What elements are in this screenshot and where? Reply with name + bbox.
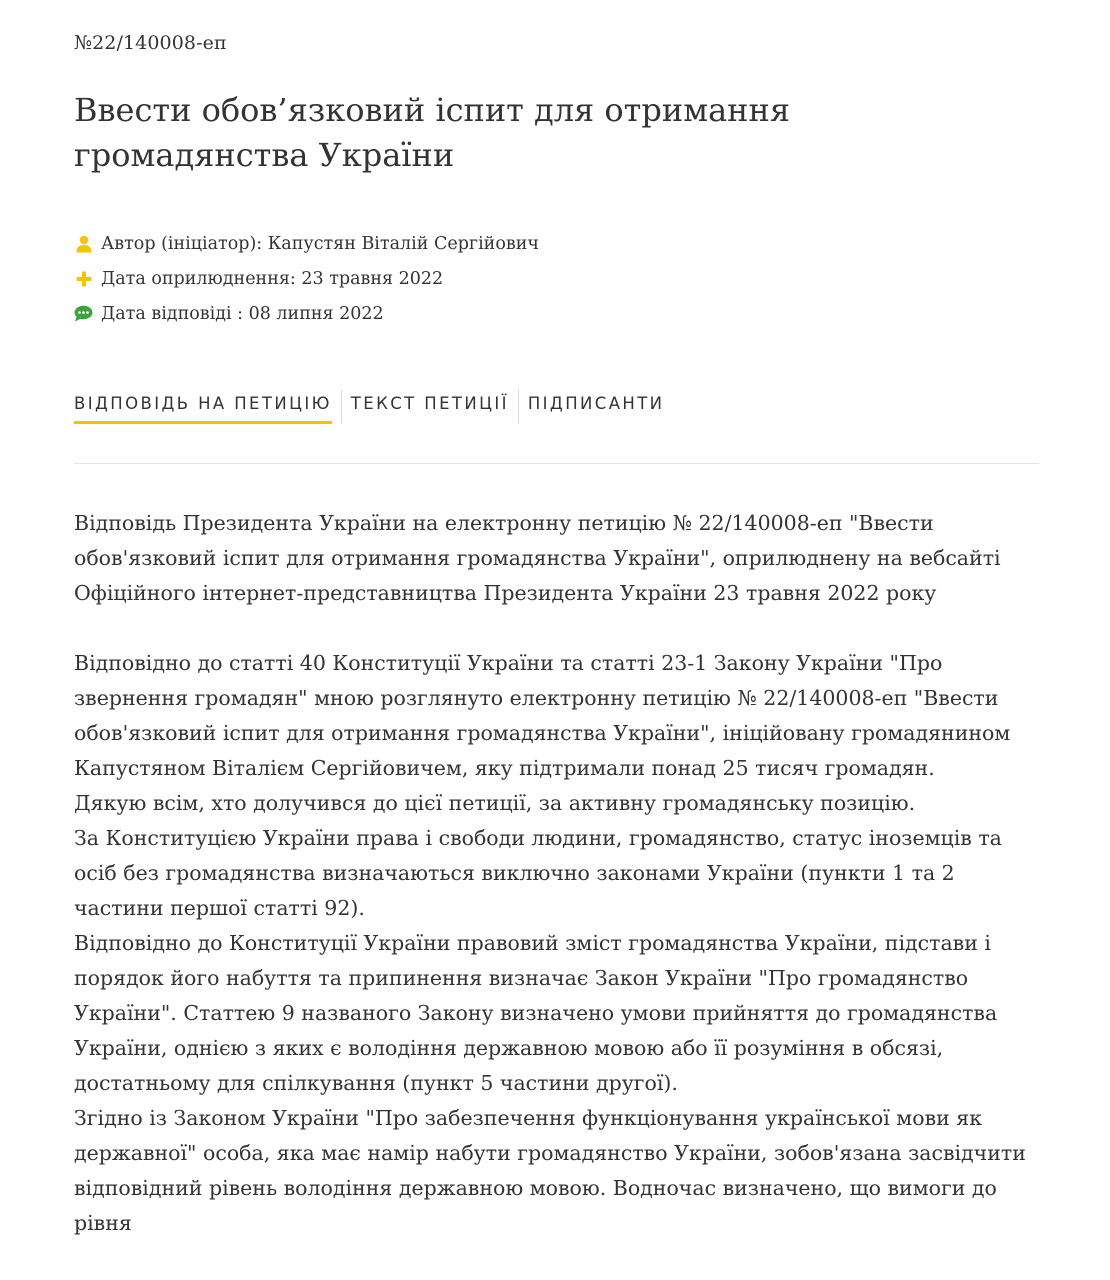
response-paragraph: Відповідно до Конституції України правовий зміст громадянства України, підстави і порядок його набуття та припинення визначає Закон України "Про громадянство України". Статтею 9 названого Закону визначено умови прийняття до громадянства України, однією з яких є володіння державною мовою або її розуміння в обсязі, достатньому для спілкування (пункт 5 частини другої). [74, 931, 998, 1095]
meta-published [74, 261, 539, 296]
response-intro: Відповідь Президента України на електронну петицію № 22/140008-еп "Ввести обов'язковий іспит для отримання громадянства України", оприлюднену на вебсайті Офіційного інтернет-представництва Президента України 23 травня 2022 року [74, 511, 1001, 605]
tab-petition-text[interactable]: ТЕКСТ ПЕТИЦІЇ [350, 394, 509, 413]
user-icon [74, 234, 93, 253]
response-content [74, 506, 1042, 1241]
response-paragraph: За Конституцією України права і свободи людини, громадянство, статус іноземців та осіб без громадянства визначаються виключно законами України (пункти 1 та 2 частини першої статті 92). [74, 826, 1002, 920]
petition-number: №22/140008-еп [74, 32, 227, 54]
meta-published-text: Дата оприлюднення: 23 травня 2022 [101, 268, 444, 289]
tab-separator [341, 390, 342, 424]
meta-author [74, 226, 539, 261]
page-title: Ввести обов’язковий іспит для отримання громадянства України [74, 91, 790, 174]
response-paragraph: Відповідно до статті 40 Конституції України та статті 23-1 Закону України "Про звернення громадян" мною розглянуто електронну петицію № 22/140008-еп "Ввести обов'язковий іспит для отримання громадянства України", ініційовану громадянином Капустяном Віталієм Сергійовичем, яку підтримали понад 25 тисяч громадян. [74, 651, 1011, 780]
meta-answered [74, 296, 539, 331]
meta-author-text: Автор (ініціатор): Капустян Віталій Сергійович [101, 233, 539, 254]
plus-icon [74, 269, 93, 288]
meta-answered-text: Дата відповіді : 08 липня 2022 [101, 303, 384, 324]
response-paragraph: Згідно із Законом України "Про забезпечення функціонування української мови як державної" особа, яка має намір набути громадянство України, зобов'язана засвідчити відповідний рівень володіння державною мовою. Водночас визначено, що вимоги до рівня [74, 1106, 1026, 1235]
petition-tabs [74, 394, 664, 424]
tab-signers[interactable]: ПІДПИСАНТИ [527, 394, 665, 413]
petition-meta [74, 226, 539, 331]
comment-icon [74, 304, 93, 323]
tab-separator [518, 390, 519, 424]
tab-response[interactable]: ВІДПОВІДЬ НА ПЕТИЦІЮ [74, 394, 332, 424]
response-paragraph: Дякую всім, хто долучився до цієї петиції, за активну громадянську позицію. [74, 791, 916, 815]
divider [74, 463, 1039, 464]
